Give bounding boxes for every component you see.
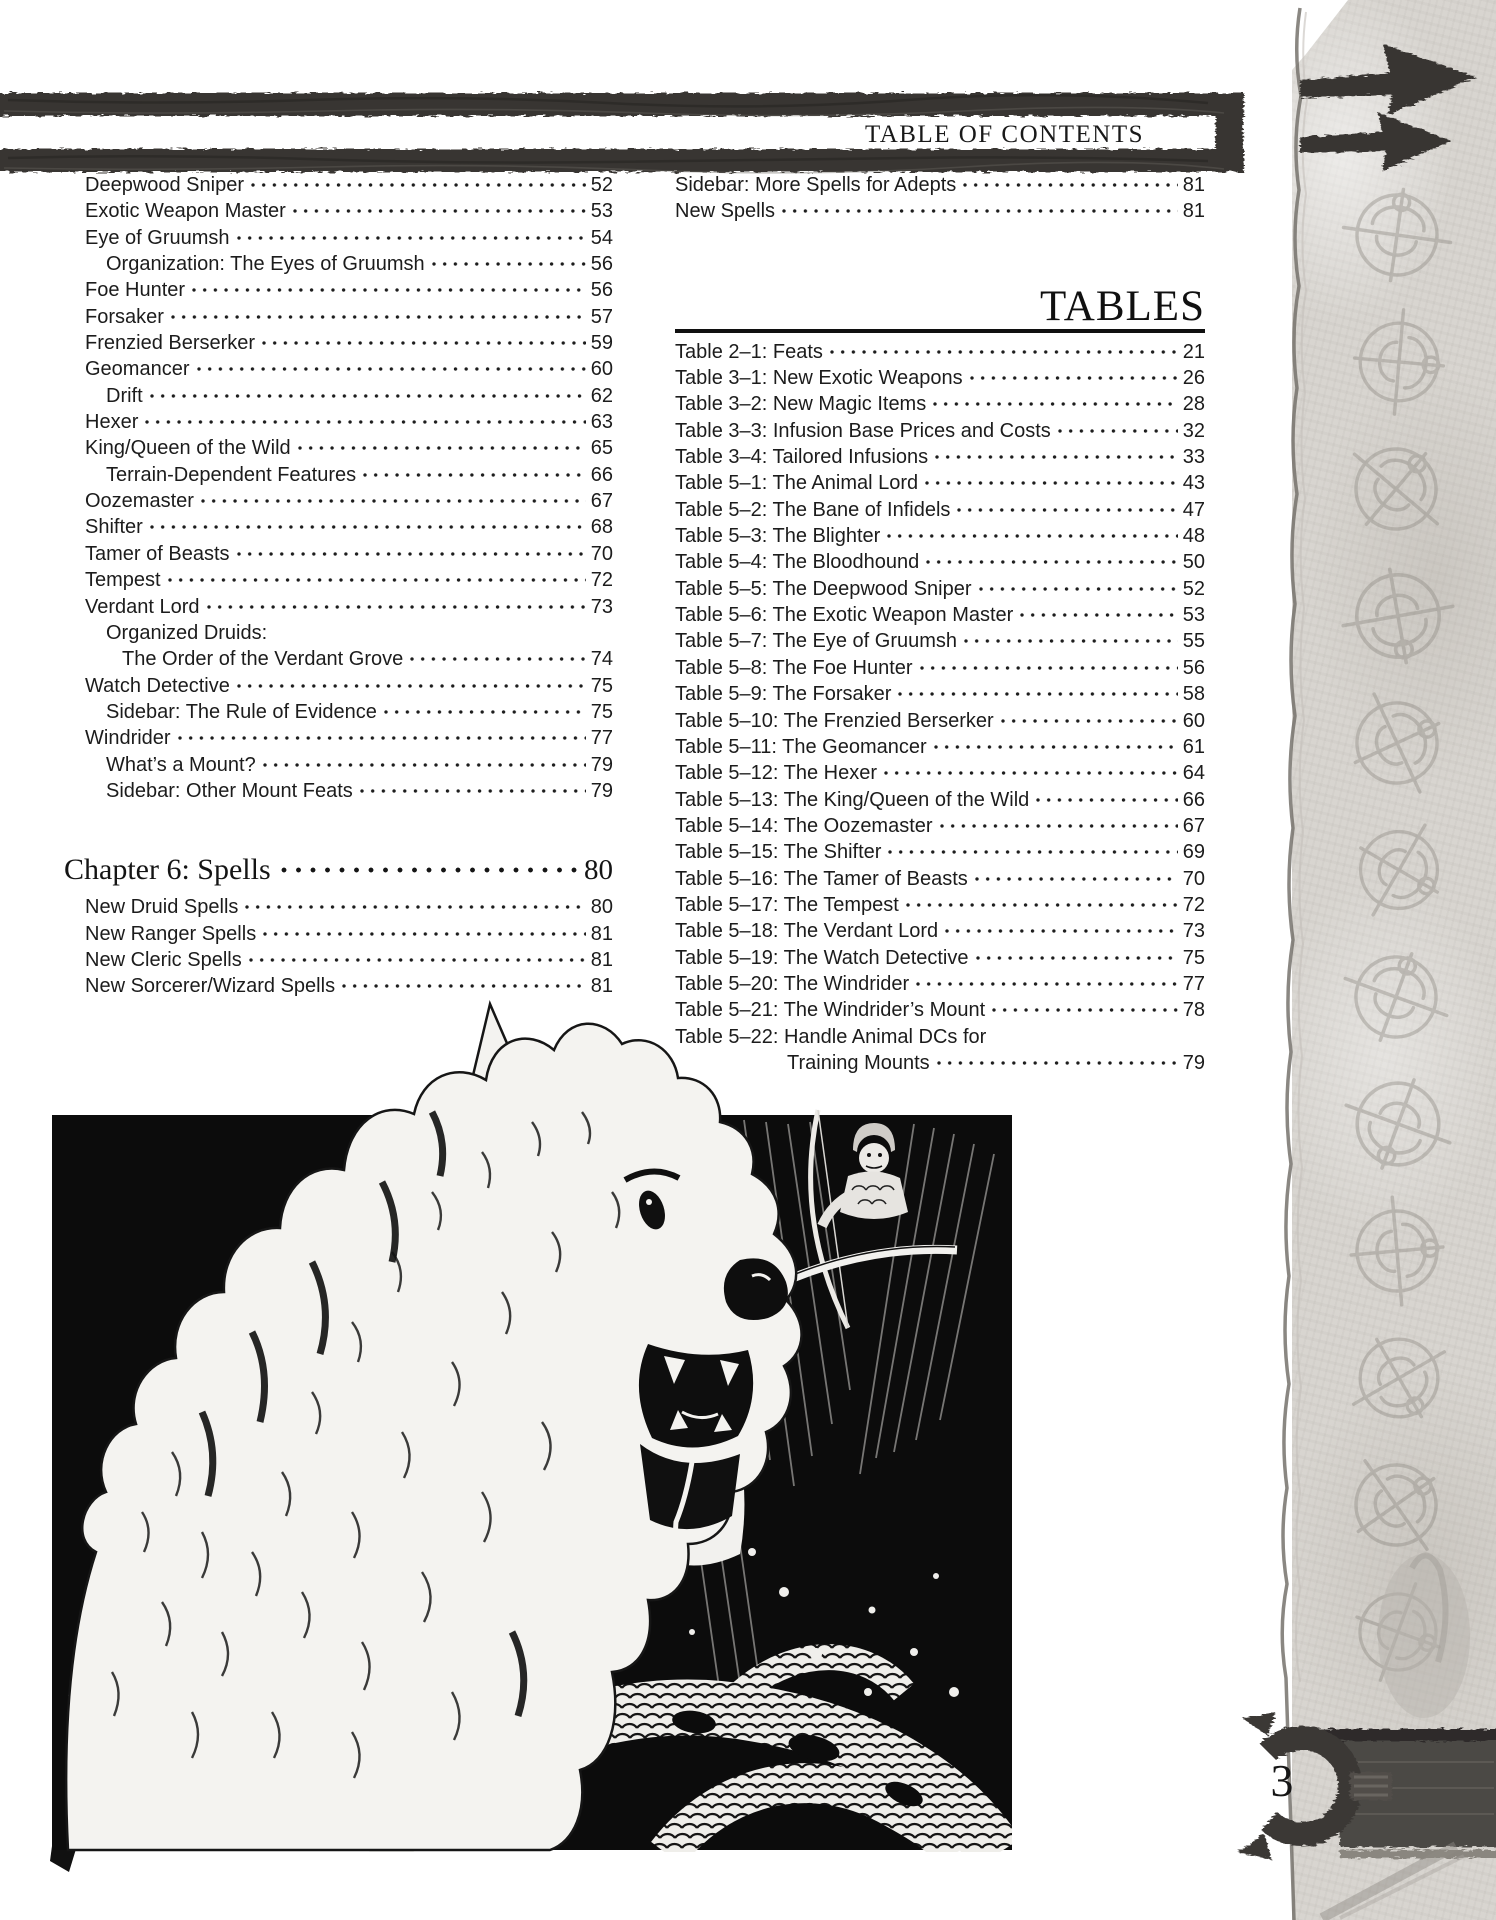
toc-entry — [85, 699, 613, 725]
entry-label: The Order of the Verdant Grove — [122, 648, 404, 671]
entry-label: Watch Detective — [85, 674, 230, 697]
entry-label: Shifter — [85, 516, 143, 539]
toc-entry — [675, 497, 1205, 523]
toc-entry — [85, 356, 613, 382]
toc-entry — [675, 602, 1205, 628]
entry-label: Tamer of Beasts — [85, 542, 230, 565]
entry-label: Organization: The Eyes of Gruumsh — [106, 253, 425, 276]
entry-page-number: 21 — [1182, 340, 1205, 363]
entry-label: Table 5–3: The Blighter — [675, 525, 881, 548]
toc-entry — [675, 576, 1205, 602]
entry-page-number: 56 — [1182, 656, 1205, 679]
toc-entry — [675, 945, 1205, 971]
entry-page-number: 77 — [1182, 972, 1205, 995]
entry-label: Deepwood Sniper — [85, 174, 244, 196]
entry-page-number: 53 — [590, 200, 613, 223]
toc-entry — [675, 444, 1205, 470]
entry-page-number: 74 — [590, 648, 613, 671]
entry-label: Table 5–4: The Bloodhound — [675, 551, 920, 574]
entry-label: Table 5–7: The Eye of Gruumsh — [675, 630, 958, 653]
entry-label: What’s a Mount? — [106, 753, 256, 776]
toc-entry — [675, 549, 1205, 575]
illustration — [52, 992, 1012, 1852]
toc-left-column — [64, 172, 613, 1000]
entry-label: Table 5–12: The Hexer — [675, 762, 877, 785]
entry-page-number: 50 — [1182, 551, 1205, 574]
entry-page-number: 28 — [1182, 393, 1205, 416]
entry-label: Table 5–13: The King/Queen of the Wild — [675, 788, 1030, 811]
entry-page-number: 52 — [590, 174, 613, 196]
page-number: 3 — [1270, 1755, 1294, 1806]
entry-label: Table 5–18: The Verdant Lord — [675, 920, 939, 943]
entry-label: Forsaker — [85, 305, 164, 328]
entry-label: Table 5–22: Handle Animal DCs for — [675, 1025, 987, 1048]
toc-entry — [675, 418, 1205, 444]
entry-page-number: 52 — [1182, 577, 1205, 600]
toc-entry — [675, 813, 1205, 839]
toc-entry — [675, 760, 1205, 786]
entry-page-number: 70 — [1182, 867, 1205, 890]
entry-page-number: 67 — [590, 490, 613, 513]
entry-page-number: 73 — [590, 595, 613, 618]
toc-entry — [85, 894, 613, 920]
entry-label: Table 5–6: The Exotic Weapon Master — [675, 604, 1014, 627]
toc-entry — [85, 778, 613, 804]
entry-label: Table 5–10: The Frenzied Berserker — [675, 709, 994, 732]
toc-entry — [675, 708, 1205, 734]
entry-page-number: 77 — [590, 727, 613, 750]
entry-label: New Cleric Spells — [85, 948, 242, 971]
entry-page-number: 70 — [590, 542, 613, 565]
toc-entry — [85, 620, 613, 646]
entry-label: New Sorcerer/Wizard Spells — [85, 975, 336, 998]
entry-page-number: 53 — [1182, 604, 1205, 627]
entry-label: Hexer — [85, 411, 139, 434]
entry-label: Table 5–19: The Watch Detective — [675, 946, 969, 969]
toc-right-column — [675, 172, 1205, 1076]
entry-label: Frenzied Berserker — [85, 332, 256, 355]
page-title: TABLE OF CONTENTS — [864, 121, 1144, 148]
entry-label: Foe Hunter — [85, 279, 186, 302]
chapter-entry-list — [85, 894, 613, 999]
toc-entry — [675, 734, 1205, 760]
entry-page-number: 59 — [590, 332, 613, 355]
entry-page-number: 79 — [1182, 1051, 1205, 1074]
tables-entry-list — [675, 339, 1205, 1077]
entry-page-number: 66 — [1182, 788, 1205, 811]
entry-page-number: 73 — [1182, 920, 1205, 943]
entry-label: New Druid Spells — [85, 896, 239, 919]
tables-heading: TABLES — [675, 225, 1205, 333]
toc-entry — [675, 391, 1205, 417]
entry-label: Table 3–4: Tailored Infusions — [675, 446, 929, 469]
toc-entry — [675, 655, 1205, 681]
toc-entry — [675, 523, 1205, 549]
entry-label: Table 3–2: New Magic Items — [675, 393, 927, 416]
entry-label: Geomancer — [85, 358, 190, 381]
entry-page-number: 81 — [590, 948, 613, 971]
toc-entry-list — [675, 172, 1205, 225]
entry-label: Sidebar: More Spells for Adepts — [675, 174, 957, 196]
entry-label: Table 5–15: The Shifter — [675, 841, 882, 864]
entry-page-number: 55 — [1182, 630, 1205, 653]
toc-entry — [85, 172, 613, 198]
entry-label: Table 5–16: The Tamer of Beasts — [675, 867, 968, 890]
chapter-heading-row — [64, 850, 613, 890]
entry-page-number: 56 — [590, 253, 613, 276]
entry-page-number: 72 — [1182, 893, 1205, 916]
toc-entry — [85, 673, 613, 699]
entry-label: Chapter 6: Spells — [64, 853, 271, 887]
entry-label: Table 5–20: The Windrider — [675, 972, 910, 995]
toc-entry — [675, 365, 1205, 391]
entry-label: Table 5–11: The Geomancer — [675, 735, 927, 758]
entry-page-number: 80 — [590, 896, 613, 919]
entry-page-number: 69 — [1182, 841, 1205, 864]
entry-page-number: 79 — [590, 753, 613, 776]
toc-entry — [85, 198, 613, 224]
toc-entry — [85, 277, 613, 303]
entry-page-number: 81 — [590, 922, 613, 945]
toc-entry — [85, 225, 613, 251]
entry-label: Table 5–8: The Foe Hunter — [675, 656, 913, 679]
toc-entry — [85, 567, 613, 593]
entry-page-number: 64 — [1182, 762, 1205, 785]
entry-label: Terrain-Dependent Features — [106, 463, 357, 486]
toc-entry — [85, 921, 613, 947]
toc-entry — [675, 339, 1205, 365]
entry-label: Tempest — [85, 569, 161, 592]
entry-page-number: 81 — [1182, 174, 1205, 196]
entry-page-number: 66 — [590, 463, 613, 486]
toc-entry — [85, 541, 613, 567]
entry-page-number: 58 — [1182, 683, 1205, 706]
entry-page-number: 75 — [590, 674, 613, 697]
toc-entry — [85, 330, 613, 356]
parchment-margin — [1292, 0, 1496, 1920]
entry-label: Table 5–2: The Bane of Infidels — [675, 498, 951, 521]
toc-entry — [675, 681, 1205, 707]
entry-page-number: 67 — [1182, 814, 1205, 837]
entry-page-number: 33 — [1182, 446, 1205, 469]
entry-label: New Ranger Spells — [85, 922, 257, 945]
toc-entry — [85, 462, 613, 488]
entry-page-number: 56 — [590, 279, 613, 302]
toc-entry — [85, 251, 613, 277]
toc-entry — [85, 409, 613, 435]
toc-entry — [85, 304, 613, 330]
toc-entry — [675, 918, 1205, 944]
entry-label: Organized Druids: — [106, 621, 268, 644]
entry-page-number: 43 — [1182, 472, 1205, 495]
entry-page-number: 54 — [590, 226, 613, 249]
toc-entry — [85, 594, 613, 620]
entry-page-number: 60 — [590, 358, 613, 381]
entry-page-number: 47 — [1182, 498, 1205, 521]
toc-entry — [85, 725, 613, 751]
entry-page-number: 75 — [590, 700, 613, 723]
entry-label: New Spells — [675, 200, 776, 223]
entry-page-number: 32 — [1182, 419, 1205, 442]
entry-label: Table 3–3: Infusion Base Prices and Costs — [675, 419, 1051, 442]
entry-page-number: 78 — [1182, 999, 1205, 1022]
toc-entry — [675, 470, 1205, 496]
entry-label: Training Mounts — [787, 1051, 930, 1074]
entry-label: King/Queen of the Wild — [85, 437, 291, 460]
entry-label: Table 5–14: The Oozemaster — [675, 814, 933, 837]
toc-entry — [85, 646, 613, 672]
entry-label: Sidebar: Other Mount Feats — [106, 779, 353, 802]
entry-page-number: 68 — [590, 516, 613, 539]
entry-page-number: 26 — [1182, 367, 1205, 390]
toc-entry-list — [85, 172, 613, 804]
entry-page-number: 62 — [590, 384, 613, 407]
entry-label: Table 2–1: Feats — [675, 340, 823, 363]
entry-page-number: 48 — [1182, 525, 1205, 548]
entry-label: Sidebar: The Rule of Evidence — [106, 700, 377, 723]
toc-entry — [85, 514, 613, 540]
toc-entry — [85, 488, 613, 514]
entry-page-number: 63 — [590, 411, 613, 434]
entry-page-number: 80 — [584, 854, 613, 887]
entry-label: Windrider — [85, 727, 171, 750]
entry-label: Exotic Weapon Master — [85, 200, 286, 223]
entry-page-number: 65 — [590, 437, 613, 460]
toc-entry — [675, 839, 1205, 865]
toc-entry — [675, 866, 1205, 892]
entry-label: Table 5–1: The Animal Lord — [675, 472, 919, 495]
entry-label: Table 5–21: The Windrider’s Mount — [675, 999, 986, 1022]
chapter-heading-wrap — [64, 850, 613, 890]
entry-label: Table 5–9: The Forsaker — [675, 683, 892, 706]
header-banner-bars — [0, 44, 1476, 172]
toc-entry — [675, 787, 1205, 813]
entry-label: Eye of Gruumsh — [85, 226, 230, 249]
entry-page-number: 81 — [590, 975, 613, 998]
entry-label: Table 5–17: The Tempest — [675, 893, 899, 916]
toc-entry — [85, 383, 613, 409]
toc-entry — [675, 172, 1205, 198]
entry-label: Table 5–5: The Deepwood Sniper — [675, 577, 972, 600]
entry-label: Oozemaster — [85, 490, 194, 513]
toc-entry — [85, 947, 613, 973]
entry-page-number: 81 — [1182, 200, 1205, 223]
entry-page-number: 75 — [1182, 946, 1205, 969]
entry-label: Table 3–1: New Exotic Weapons — [675, 367, 963, 390]
entry-page-number: 61 — [1182, 735, 1205, 758]
toc-entry — [675, 198, 1205, 224]
entry-page-number: 79 — [590, 779, 613, 802]
entry-page-number: 60 — [1182, 709, 1205, 732]
entry-label: Verdant Lord — [85, 595, 200, 618]
toc-entry — [675, 892, 1205, 918]
toc-entry — [85, 435, 613, 461]
entry-label: Drift — [106, 384, 143, 407]
entry-page-number: 57 — [590, 305, 613, 328]
toc-entry — [85, 752, 613, 778]
entry-page-number: 72 — [590, 569, 613, 592]
toc-entry — [675, 628, 1205, 654]
